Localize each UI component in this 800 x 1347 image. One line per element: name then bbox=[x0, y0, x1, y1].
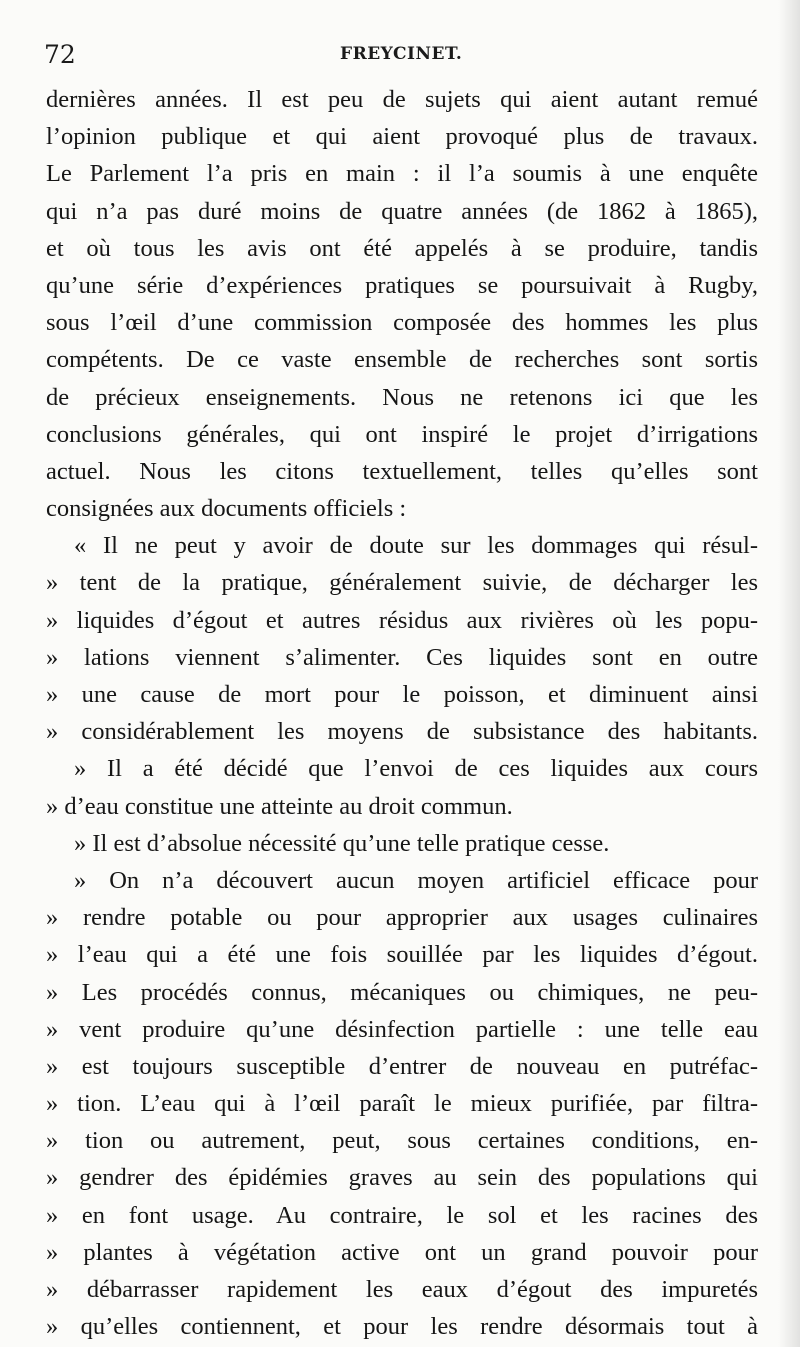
running-head bbox=[44, 38, 758, 74]
text-line: de précieux enseignements. Nous ne retenons ici que les bbox=[46, 383, 758, 411]
text-line: sous l’œil d’une commission composée des hommes les plus bbox=[46, 309, 758, 337]
running-title: FREYCINET. bbox=[340, 44, 463, 64]
quote-line: » lations viennent s’alimenter. Ces liquides sont en outre bbox=[46, 643, 758, 671]
quote-line: » d’eau constitue une atteinte au droit commun. bbox=[46, 792, 513, 820]
quote-line: » considérablement les moyens de subsistance des habitants. bbox=[46, 718, 758, 746]
quote-line: » Il a été décidé que l’envoi de ces liquides aux cours bbox=[74, 755, 758, 783]
quote-line: » qu’elles contiennent, et pour les rendre désormais tout à bbox=[46, 1313, 758, 1341]
quote-line: » gendrer des épidémies graves au sein des populations qui bbox=[46, 1164, 758, 1192]
text-line: compétents. De ce vaste ensemble de recherches sont sortis bbox=[46, 346, 758, 374]
text-line: conclusions générales, qui ont inspiré le projet d’irrigations bbox=[46, 420, 758, 448]
quote-line: » une cause de mort pour le poisson, et diminuent ainsi bbox=[46, 681, 758, 708]
text-line: l’opinion publique et qui aient provoqué plus de travaux. bbox=[46, 123, 758, 151]
quote-line: » en font usage. Au contraire, le sol et les racines des bbox=[46, 1201, 758, 1229]
text-line: et où tous les avis ont été appelés à se produire, tandis bbox=[46, 234, 758, 262]
quote-line: » tent de la pratique, généralement suivie, de décharger les bbox=[46, 569, 758, 597]
text-line: dernières années. Il est peu de sujets qui aient autant remué bbox=[46, 86, 758, 113]
quote-line: » Il est d’absolue nécessité qu’une telle pratique cesse. bbox=[74, 829, 610, 857]
quote-line: » rendre potable ou pour approprier aux usages culinaires bbox=[46, 904, 758, 932]
quote-line: » débarrasser rapidement les eaux d’égout des impuretés bbox=[46, 1276, 758, 1303]
text-line: qui n’a pas duré moins de quatre années (de 1862 à 1865), bbox=[46, 197, 758, 225]
quote-line: » Les procédés connus, mécaniques ou chimiques, ne peu- bbox=[46, 978, 758, 1006]
quote-line: » tion ou autrement, peut, sous certaines conditions, en- bbox=[46, 1127, 758, 1155]
quote-line: » plantes à végétation active ont un grand pouvoir pour bbox=[46, 1238, 758, 1266]
text-line: qu’une série d’expériences pratiques se poursuivait à Rugby, bbox=[46, 271, 758, 299]
quote-line: » liquides d’égout et autres résidus aux rivières où les popu- bbox=[46, 606, 758, 634]
text-line: consignées aux documents officiels : bbox=[46, 495, 407, 523]
text-line: actuel. Nous les citons textuellement, telles qu’elles sont bbox=[46, 457, 758, 485]
body-text bbox=[46, 81, 758, 1345]
quote-line: » On n’a découvert aucun moyen artificiel efficace pour bbox=[74, 866, 758, 894]
quote-line: » vent produire qu’une désinfection partielle : une telle eau bbox=[46, 1015, 758, 1043]
text-line: Le Parlement l’a pris en main : il l’a soumis à une enquête bbox=[46, 160, 758, 188]
quote-line: » est toujours susceptible d’entrer de nouveau en putréfac- bbox=[46, 1052, 758, 1080]
page-edge-shadow bbox=[778, 0, 800, 1347]
quote-line: » tion. L’eau qui à l’œil paraît le mieux purifiée, par filtra- bbox=[46, 1090, 758, 1118]
quote-line: » l’eau qui a été une fois souillée par les liquides d’égout. bbox=[46, 941, 758, 969]
page-number: 72 bbox=[44, 40, 76, 69]
quote-line: « Il ne peut y avoir de doute sur les dommages qui résul- bbox=[74, 532, 758, 560]
